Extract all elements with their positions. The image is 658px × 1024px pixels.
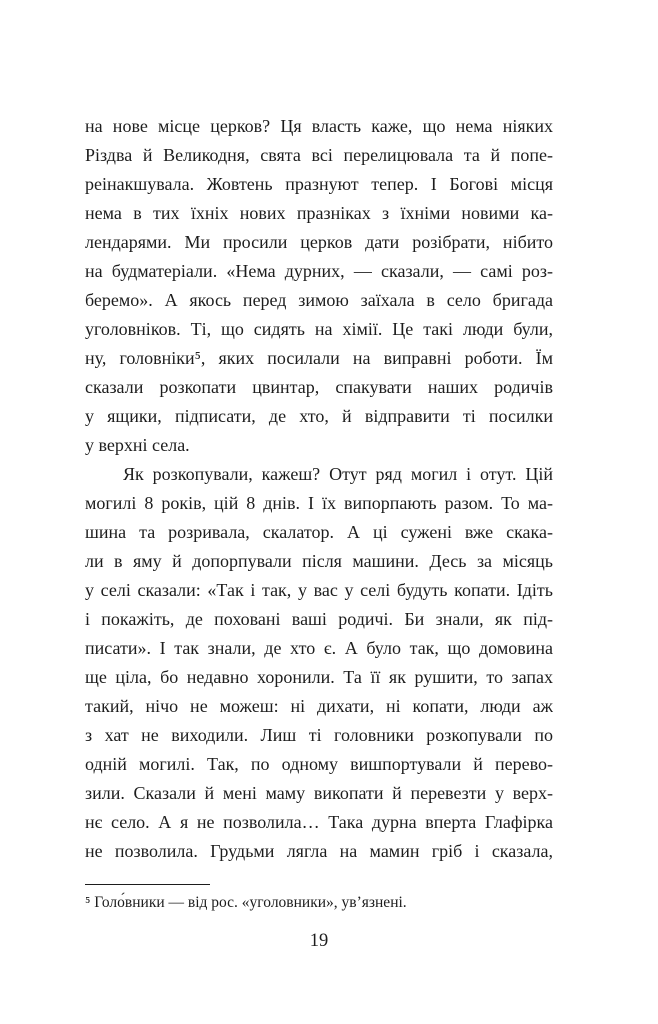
text-line: беремо». А якось перед зимою заїхала в село бригада bbox=[85, 290, 553, 310]
text-line: такий, нічо не можеш: ні дихати, ні копати, люди аж bbox=[85, 696, 553, 716]
text-line: на будматеріали. «Нема дурних, — сказали, — самі роз- bbox=[85, 261, 553, 281]
text-line: зили. Сказали й мені маму викопати й перевезти у верх- bbox=[85, 783, 553, 803]
footnote bbox=[85, 893, 553, 913]
text-line: ще ціла, бо недавно хоронили. Та її як рушити, то запах bbox=[85, 667, 553, 687]
text-line: сказали розкопати цвинтар, спакувати наших родичів bbox=[85, 377, 553, 397]
page-number: 19 bbox=[309, 931, 329, 951]
body-text bbox=[85, 112, 553, 866]
text-line: лендарями. Ми просили церков дати розібрати, нібито bbox=[85, 232, 553, 252]
text-line: реінакшувала. Жовтень празнуют тепер. І Богові місця bbox=[85, 174, 553, 194]
text-line: ли в яму й допорпували після машини. Десь за місяць bbox=[85, 551, 553, 571]
text-line: нє село. А я не позволила… Така дурна вперта Глафірка bbox=[85, 812, 553, 832]
text-line: з хат не виходили. Лиш ті головники розкопували по bbox=[85, 725, 553, 745]
text-line: і покажіть, де поховані ваші родичі. Би знали, як під- bbox=[85, 609, 553, 629]
paragraph-1 bbox=[85, 112, 553, 460]
text-line: могилі 8 років, цій 8 днів. І їх випорпають разом. То ма- bbox=[85, 493, 553, 513]
text-line: писати». І так знали, де хто є. А було так, що домовина bbox=[85, 638, 553, 658]
text-line: одній могилі. Так, по одному вишпортували й перево- bbox=[85, 754, 553, 774]
text-line: нема в тих їхніх нових празніках з їхніми новими ка- bbox=[85, 203, 553, 223]
text-line: уголовніков. Ті, що сидять на хімії. Це такі люди були, bbox=[85, 319, 553, 339]
text-line: у ящики, підписати, де хто, й відправити ті посилки bbox=[85, 406, 553, 426]
footnote-text: Голо́вники — від рос. «уголовники», ув’язнені. bbox=[94, 894, 407, 911]
text-line: ну, головніки⁵, яких посилали на виправні роботи. Їм bbox=[85, 348, 553, 368]
paragraph-2 bbox=[85, 460, 553, 866]
text-line: не позволила. Грудьми лягла на мамин гріб і сказала, bbox=[85, 841, 553, 861]
text-line: у верхні села. bbox=[85, 435, 190, 455]
footnote-marker: ⁵ bbox=[85, 894, 91, 911]
text-line: на нове місце церков? Ця власть каже, що нема ніяких bbox=[85, 116, 553, 136]
text-line: у селі сказали: «Так і так, у вас у селі будуть копати. Ідіть bbox=[85, 580, 553, 600]
text-line: Різдва й Великодня, свята всі перелицювала та й попе- bbox=[85, 145, 553, 165]
footnote-divider bbox=[85, 884, 210, 885]
text-line: шина та розривала, скалатор. А ці сужені вже скака- bbox=[85, 522, 553, 542]
text-line: Як розкопували, кажеш? Отут ряд могил і отут. Цій bbox=[123, 464, 553, 484]
